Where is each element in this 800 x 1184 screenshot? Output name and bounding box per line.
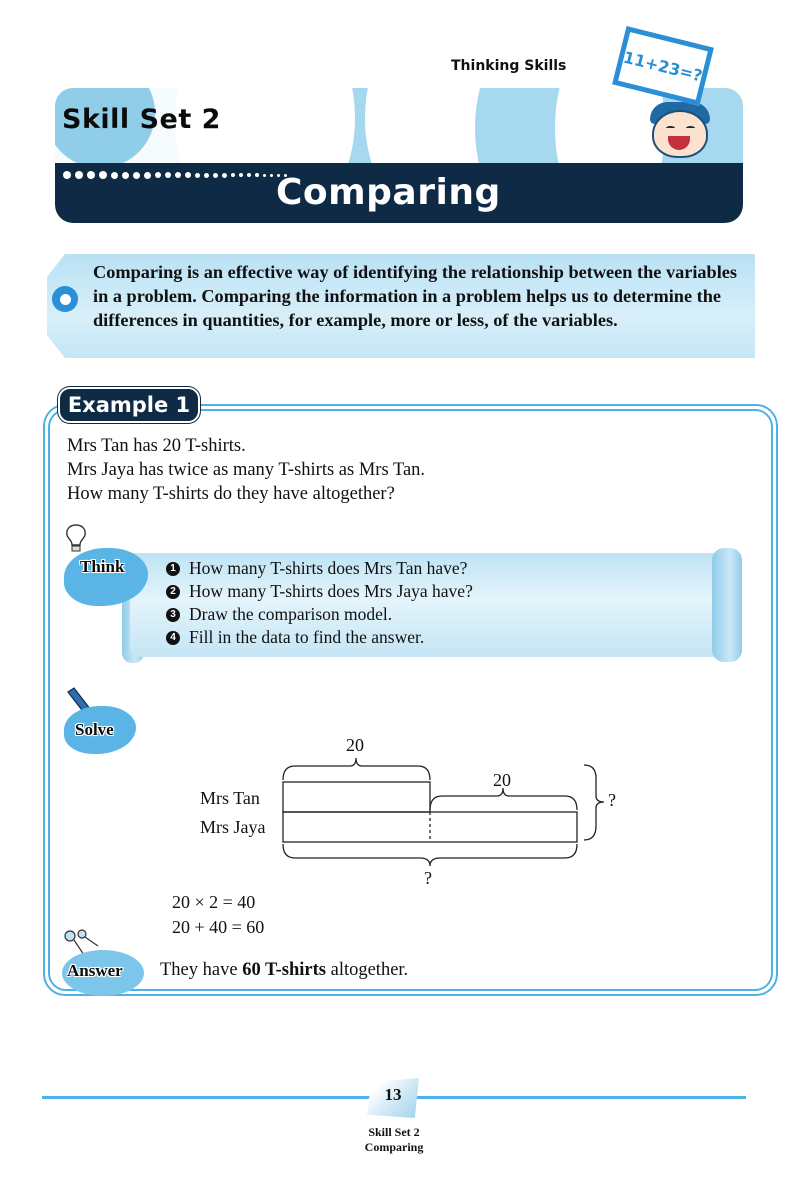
answer-label: Answer — [67, 961, 123, 980]
dotted-line-decoration — [63, 171, 287, 179]
problem-line: Mrs Jaya has twice as many T-shirts as Mrs Tan. — [67, 460, 426, 480]
step-text: Fill in the data to find the answer. — [189, 627, 425, 647]
footer-caption-line: Skill Set 2 — [368, 1125, 420, 1139]
step-number-icon: 2 — [166, 585, 180, 599]
mascot-illustration — [610, 30, 760, 160]
section-label: Thinking Skills — [451, 58, 567, 74]
page-title: Comparing — [276, 172, 501, 213]
mascot-eye — [666, 126, 675, 130]
mascot-face — [652, 110, 708, 158]
model-label-total-bottom: ? — [424, 868, 432, 888]
example-tab-label: Example 1 — [67, 393, 191, 417]
footer-caption-line: Comparing — [364, 1140, 424, 1154]
answer-sentence — [160, 960, 408, 981]
mascot-sign — [612, 26, 714, 106]
model-row-label: Mrs Jaya — [200, 817, 266, 837]
think-label: Think — [80, 557, 125, 576]
calculation-line: 20 × 2 = 40 — [172, 892, 256, 912]
calculation-line: 20 + 40 = 60 — [172, 917, 265, 937]
example-tab — [58, 387, 200, 423]
skill-set-label: Skill Set 2 — [62, 104, 221, 135]
page-number: 13 — [384, 1085, 402, 1104]
model-row-label: Mrs Tan — [200, 788, 260, 808]
scroll-roll-right — [712, 548, 742, 662]
think-step — [166, 603, 473, 626]
model-label-tan: 20 — [346, 735, 364, 755]
model-label-extra: 20 — [493, 770, 511, 790]
step-text: How many T-shirts does Mrs Jaya have? — [189, 581, 473, 601]
model-diagram — [180, 730, 640, 900]
footer-caption — [300, 1125, 488, 1155]
step-number-icon: 3 — [166, 608, 180, 622]
think-step — [166, 626, 473, 649]
calculations — [172, 890, 264, 940]
solve-label: Solve — [75, 720, 114, 739]
intro-text: Comparing is an effective way of identifying the relationship between the variables in a problem. Comparing the information in a problem helps us to determine the differences in quantities, for example, more or less, of the variables. — [93, 262, 738, 330]
problem-line: How many T-shirts do they have altogether? — [67, 484, 395, 504]
footer-rule-left — [42, 1096, 372, 1099]
comparison-model — [180, 730, 640, 900]
step-text: Draw the comparison model. — [189, 604, 393, 624]
step-number-icon: 4 — [166, 631, 180, 645]
step-text: How many T-shirts does Mrs Tan have? — [189, 558, 468, 578]
mascot-eye — [686, 126, 695, 130]
think-step — [166, 580, 473, 603]
sign-text: 11+23=? — [621, 47, 705, 85]
step-number-icon: 1 — [166, 562, 180, 576]
lightbulb-icon — [64, 524, 88, 554]
think-step — [166, 557, 473, 580]
think-steps — [166, 557, 473, 649]
answer-prefix: They have — [160, 960, 243, 980]
footer-rule-right — [415, 1096, 746, 1099]
answer-suffix: altogether. — [325, 960, 409, 980]
answer-highlight: 60 T-shirts — [242, 960, 326, 980]
model-label-total-right: ? — [608, 790, 616, 810]
problem-line: Mrs Tan has 20 T-shirts. — [67, 436, 246, 456]
tag-hole-icon — [52, 286, 78, 312]
problem-statement — [67, 434, 425, 506]
